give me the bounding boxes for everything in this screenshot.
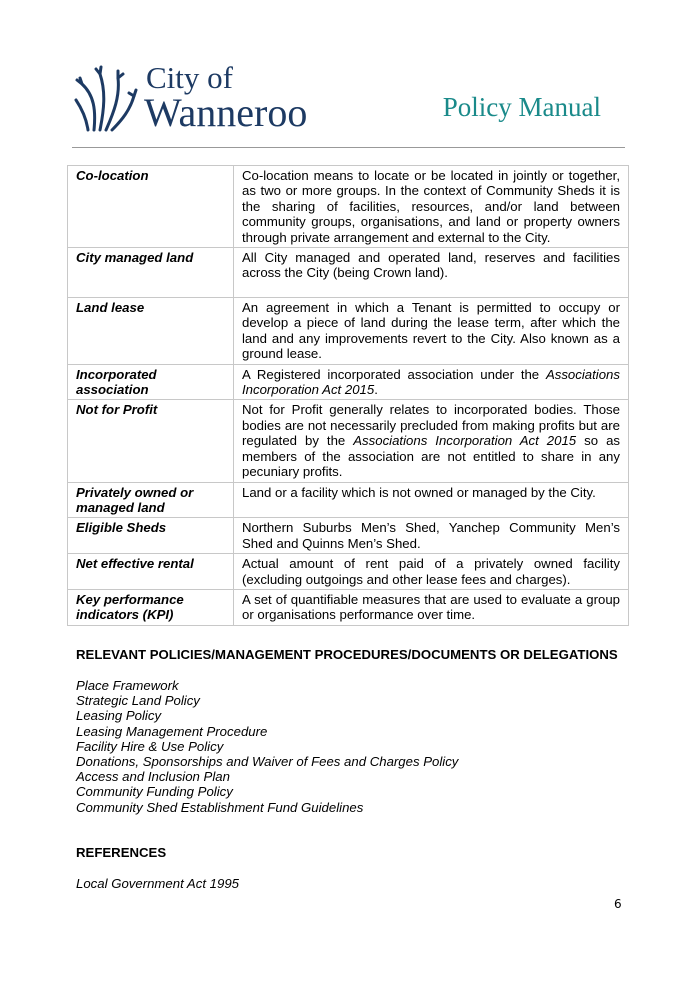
definition-text (234, 364, 629, 400)
act-citation: Associations Incorporation Act 2015 (242, 366, 620, 398)
definition-term: Land lease (68, 298, 234, 365)
definition-segment: . (374, 382, 378, 398)
definition-text (234, 166, 629, 248)
list-item: Donations, Sponsorships and Waiver of Fees and Charges Policy (76, 754, 459, 770)
relevant-policies-heading: RELEVANT POLICIES/MANAGEMENT PROCEDURES/DOCUMENTS OR DELEGATIONS (76, 647, 618, 662)
page-header (0, 0, 698, 150)
logo-city-text: City of (146, 60, 233, 95)
list-item: Facility Hire & Use Policy (76, 738, 224, 754)
definition-segment: All City managed and operated land, reserves and facilities across the City (being Crown land). (242, 250, 620, 281)
definition-row (68, 298, 629, 365)
definition-segment: Co-location means to locate or be located in jointly or together, as two or more groups. In the context of Community Sheds it is the sharing of facilities, resources, and/or land between community groups, organisations, and land or property owners through private arrangement and external to the City. (242, 168, 620, 245)
definition-row (68, 248, 629, 298)
definition-term: City managed land (68, 248, 234, 298)
relevant-policies-list (76, 678, 458, 815)
definition-term: Incorporated association (68, 364, 234, 400)
list-item: Local Government Act 1995 (76, 876, 239, 891)
header-divider (72, 147, 625, 148)
definition-text (234, 298, 629, 365)
policy-manual-title: Policy Manual (442, 92, 601, 122)
definition-term: Not for Profit (68, 400, 234, 482)
city-logo (74, 60, 324, 135)
definition-term: Eligible Sheds (68, 518, 234, 554)
definition-term: Co-location (68, 166, 234, 248)
list-item: Place Framework (76, 678, 179, 693)
definition-text (234, 518, 629, 554)
definition-segment: so as members of the association are not entitled to share in any pecuniary profits. (242, 433, 621, 480)
definition-row (68, 554, 629, 590)
definition-text (234, 248, 629, 298)
definition-segment: Not for Profit generally relates to incorporated bodies. Those bodies are not necessarily precluded from making profits but are regulated by the (242, 402, 620, 449)
kangaroo-paw-icon (74, 60, 138, 132)
act-citation: Associations Incorporation Act 2015 (353, 433, 577, 449)
definition-text (234, 589, 629, 625)
references-heading: REFERENCES (76, 845, 167, 860)
definition-row (68, 166, 629, 248)
definition-row (68, 482, 629, 518)
definition-segment: A set of quantifiable measures that are used to evaluate a group or organisations performance over time. (242, 591, 620, 623)
list-item: Access and Inclusion Plan (76, 769, 230, 785)
definition-text (234, 482, 629, 518)
definition-segment: An agreement in which a Tenant is permitted to occupy or develop a piece of land during the lease term, after which the land and any improvements revert to the City. Also known as a ground lease. (242, 300, 620, 362)
list-item: Community Funding Policy (76, 784, 233, 800)
list-item: Leasing Management Procedure (76, 723, 268, 739)
definition-segment: Northern Suburbs Men’s Shed, Yanchep Community Men’s Shed and Quinns Men’s Shed. (242, 520, 620, 551)
definition-row (68, 518, 629, 554)
references-list (76, 876, 239, 891)
list-item: Strategic Land Policy (76, 693, 200, 709)
list-item: Community Shed Establishment Fund Guidelines (76, 799, 364, 815)
page-number: 6 (614, 897, 622, 911)
definition-row (68, 400, 629, 482)
logo-wanneroo-text: Wanneroo (144, 90, 308, 135)
definition-segment: Land or a facility which is not owned or managed by the City. (242, 484, 596, 500)
definition-row (68, 589, 629, 625)
definition-row (68, 364, 629, 400)
definition-term: Privately owned or managed land (68, 482, 234, 518)
definitions-table (67, 165, 629, 626)
definition-segment: A Registered incorporated association under the (242, 366, 546, 382)
list-item: Leasing Policy (76, 708, 162, 724)
definition-text (234, 554, 629, 590)
definition-segment: Actual amount of rent paid of a privately owned facility (excluding outgoings and other lease fees and charges). (242, 556, 620, 587)
definition-term: Net effective rental (68, 554, 234, 590)
definition-term: Key performance indicators (KPI) (68, 589, 234, 625)
definition-text (234, 400, 629, 482)
